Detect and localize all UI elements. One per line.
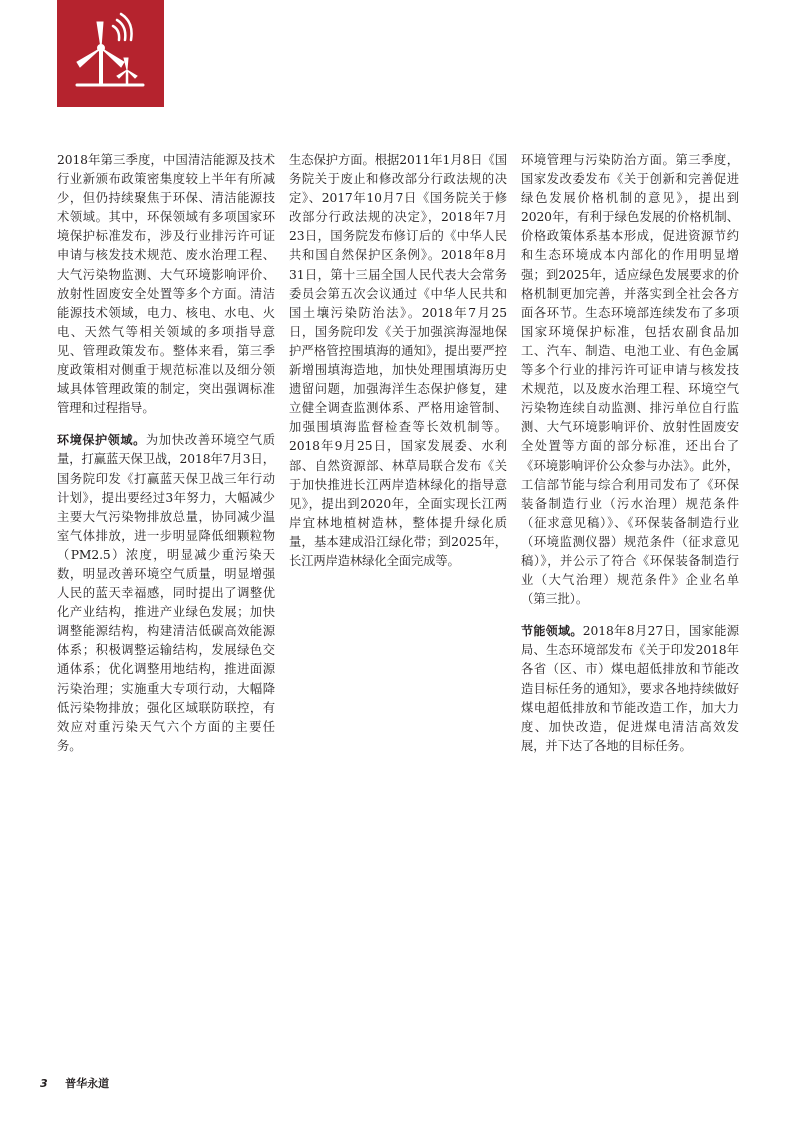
text-column-3 xyxy=(521,151,739,769)
paragraph-text: 为加快改善环境空气质量，打赢蓝天保卫战，2018年7月3日，国务院印发《打赢蓝天保卫战三年行动计划》，提出要经过3年努力，大幅减少主要大气污染物排放总量，协同减少温室气体排放，进一步明显降低细颗粒物（PM2.5）浓度，明显减少重污染天数，明显改善环境空气质量，明显增强人民的蓝天幸福感，同时提出了调整优化产业结构，推进产业绿色发展；加快调整能源结构，构建清洁低碳高效能源体系；积极调整运输结构，发展绿色交通体系；优化调整用地结构，推进面源污染治理；实施重大专项行动，大幅降低污染物排放；强化区域联防联控，有效应对重污染天气六个方面的主要任务。 xyxy=(57,433,275,753)
paragraph-energy-saving xyxy=(521,622,739,756)
section-lead-energy-saving: 节能领域。 xyxy=(521,624,583,639)
paragraph-overview: 2018年第三季度，中国清洁能源及技术行业新颁布政策密集度较上半年有所减少，但仍持续聚焦于环保、清洁能源技术领域。其中，环保领域有多项国家环境保护标准发布，涉及行业排污许可证申请与核发技术规范、废水治理工程、大气污染物监测、大气环境影响评价、放射性固废安全处置等多个方面。清洁能源技术领域，电力、核电、水电、火电、天然气等相关领域的多项指导意见、管理政策发布。整体来看，第三季度政策相对侧重于规范标准以及细分领域具体管理政策的制定，突出强调标准管理和过程指导。 xyxy=(57,153,275,416)
paragraph-text: 2018年8月27日，国家能源局、生态环境部发布《关于印发2018年各省（区、市）煤电超低排放和节能改造目标任务的通知》，要求各地持续做好煤电超低排放和节能改造工作，加大力度、加快改造，促进煤电清洁高效发展，并下达了各地的目标任务。 xyxy=(521,624,739,753)
brand-name: 普华永道 xyxy=(65,1077,110,1090)
page-footer xyxy=(40,1075,109,1091)
wind-turbine-icon xyxy=(57,0,164,107)
text-column-1 xyxy=(57,151,275,769)
logo-wind-turbine xyxy=(57,0,164,107)
paragraph-ecological-protection: 生态保护方面。根据2011年1月8日《国务院关于废止和修改部分行政法规的决定》、2017年10月7日《国务院关于修改部分行政法规的决定》，2018年7月23日，国务院发布修订后的《中华人民共和国自然保护区条例》。2018年8月31日，第十三届全国人民代表大会常务委员会第五次会议通过《中华人民共和国土壤污染防治法》。2018年7月25日，国务院印发《关于加强滨海湿地保护严格管控围填海的通知》，提出要严控新增围填海造地，加快处理围填海历史遗留问题，加强海洋生态保护修复，建立健全调查监测体系、严格用途管制、加强围填海监督检查等长效机制等。2018年9月25日，国家发展委、水利部、自然资源部、林草局联合发布《关于加快推进长江两岸造林绿化的指导意见》，提出到2020年，全面实现长江两岸宜林地植树造林，整体提升绿化质量，基本建成沿江绿化带；到2025年，长江两岸造林绿化全面完成等。 xyxy=(289,153,507,568)
text-column-2 xyxy=(289,151,507,584)
paragraph-environmental-protection xyxy=(57,431,275,756)
section-lead-environmental-protection: 环境保护领域。 xyxy=(57,433,146,448)
page-number: 3 xyxy=(40,1077,48,1090)
paragraph-environmental-management: 环境管理与污染防治方面。第三季度，国家发改委发布《关于创新和完善促进绿色发展价格机制的意见》，提出到2020年，有利于绿色发展的价格机制、价格政策体系基本形成，促进资源节约和生态环境成本内部化的作用明显增强；到2025年，适应绿色发展要求的价格机制更加完善，并落实到全社会各方面各环节。生态环境部连续发布了多项国家环境保护标准，包括农副食品加工、汽车、制造、电池工业、有色金属等多个行业的排污许可证申请与核发技术规范，以及废水治理工程、环境空气污染物连续自动监测、排污单位自行监测、大气环境影响评价、放射性固废安全处置等方面的部分标准，还出台了《环境影响评价公众参与办法》。此外，工信部节能与综合利用司发布了《环保装备制造行业（污水治理）规范条件（征求意见稿）》、《环保装备制造行业（环境监测仪器）规范条件（征求意见稿）》，并公示了符合《环保装备制造行业（大气治理）规范条件》企业名单（第三批）。 xyxy=(521,153,739,607)
